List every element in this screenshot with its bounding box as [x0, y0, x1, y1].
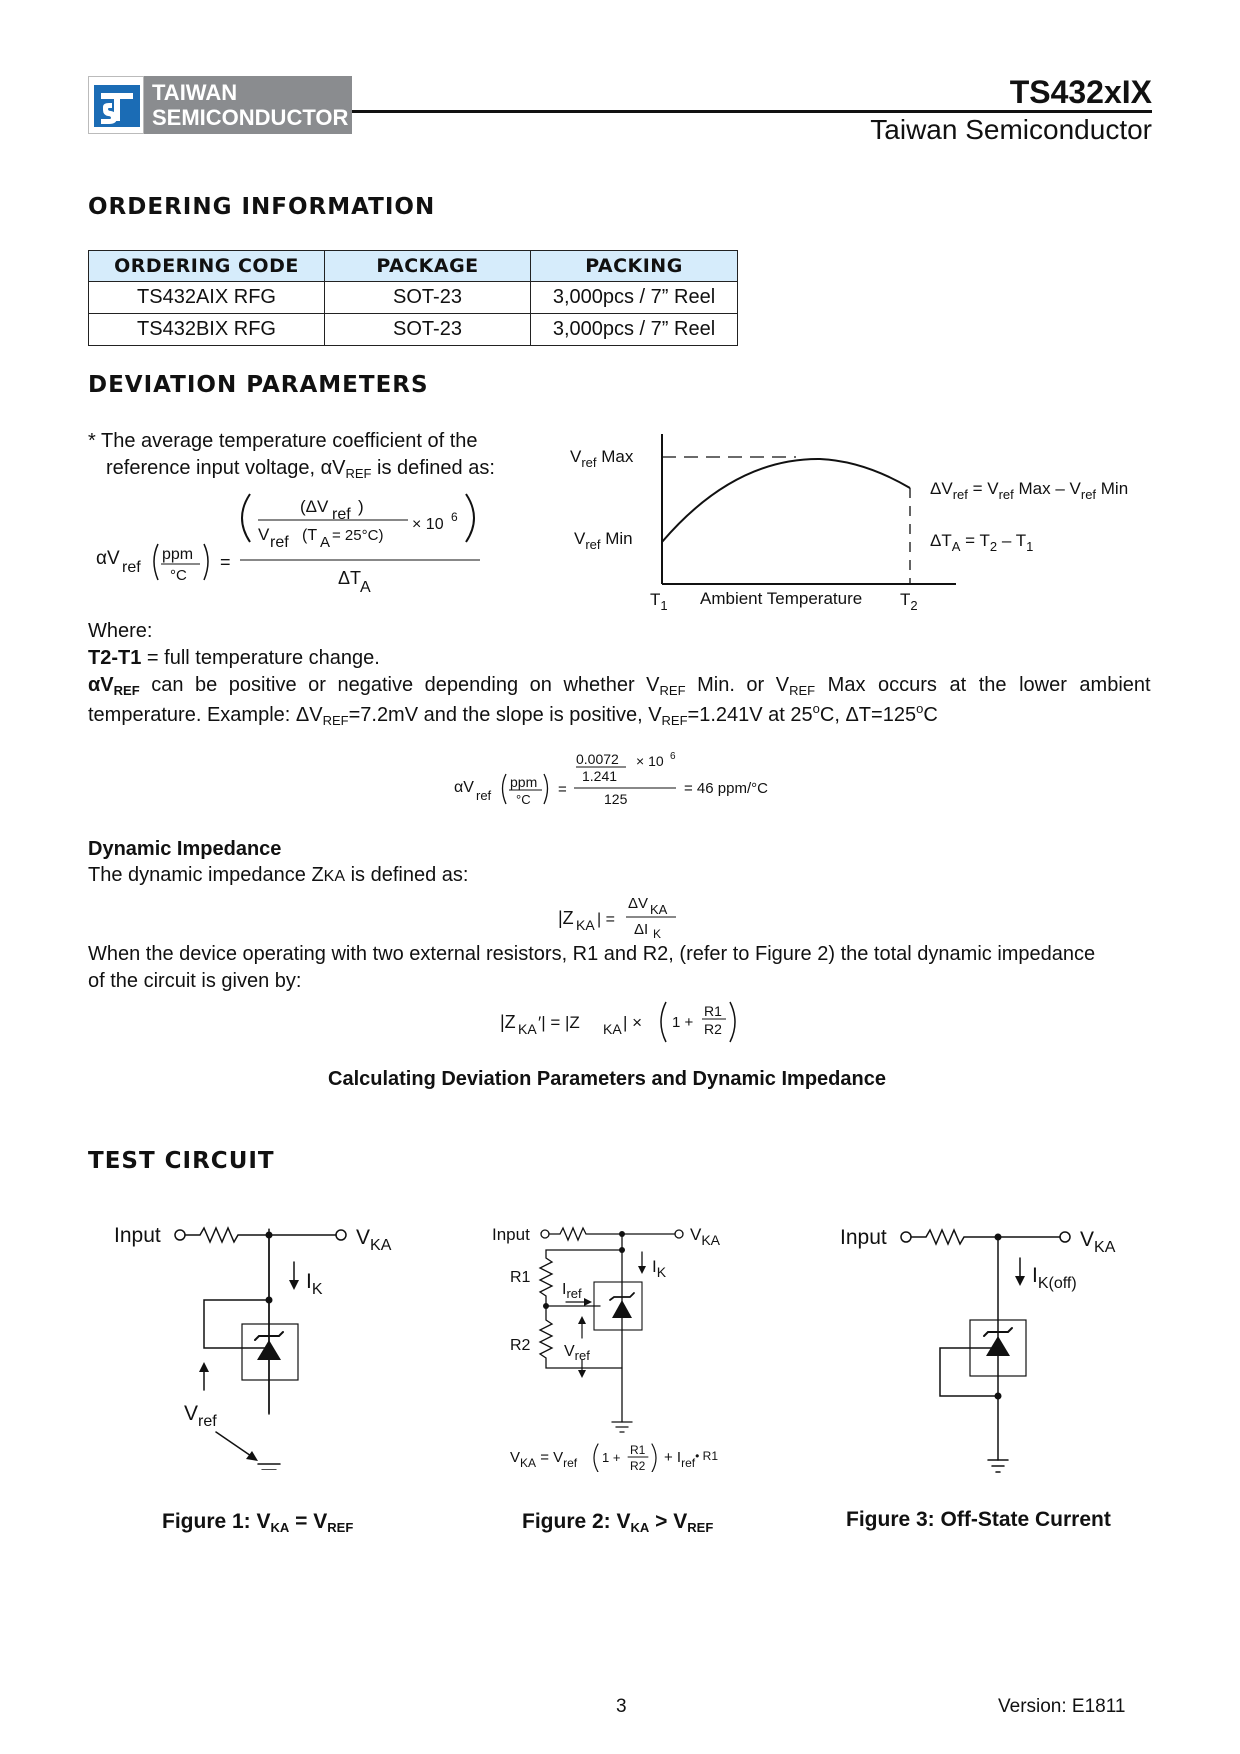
deviation-intro-line2: reference input voltage, $\alpha V_{REF}$ is defined as: — [106, 457, 495, 481]
table-cell: TS432AIX RFG — [89, 282, 325, 314]
table-row — [89, 314, 738, 346]
formula-times: × 10 — [412, 516, 444, 533]
vref-temperature-graph — [564, 428, 1164, 614]
dynamic-impedance-title: Dynamic Impedance — [88, 838, 282, 860]
svg-text:IK: $I_K$ — [306, 1270, 323, 1298]
table-cell: 3,000pcs / 7” Reel — [531, 314, 738, 346]
svg-text:+ Iref• R1: + $I_{ref}^{• R1}$ — [664, 1449, 718, 1470]
svg-text:VKA: $V_{KA}$ — [1080, 1228, 1116, 1256]
svg-text:R2: R2 — [704, 1021, 722, 1037]
ts-logo-icon — [89, 77, 145, 135]
figure-1-caption: Figure 1: $V_{KA} = V_{REF}$ — [162, 1510, 354, 1535]
ordering-table — [88, 250, 738, 346]
svg-text:′| = |Z: ′| = |Z — [538, 1013, 580, 1032]
table-row — [89, 282, 738, 314]
deviation-intro-line1: * The average temperature coefficient of the — [88, 430, 478, 452]
svg-text:Vref: $V_{ref}$ — [564, 1343, 590, 1363]
dynamic-impedance-para-line1: When the device operating with two external resistors, R1 and R2, (refer to Figure 2) the total dynamic impedance — [88, 943, 1096, 965]
formula-equals: = — [220, 552, 231, 572]
page-number: 3 — [616, 1696, 627, 1717]
dynamic-impedance-intro: The dynamic impedance ZKA is defined as: — [88, 864, 469, 886]
svg-text:Input: Input — [840, 1226, 887, 1249]
alpha-example-formula — [448, 748, 788, 810]
figure-3-circuit — [832, 1222, 1142, 1482]
zka-total-formula — [496, 994, 746, 1046]
t2t1-definition: T2-T1 = full temperature change. — [88, 647, 380, 669]
formula-num-top: (ΔV — [300, 497, 329, 516]
svg-text:R1: R1 — [630, 1443, 646, 1457]
example-den1: 1.241 — [582, 768, 618, 784]
alpha-description-line1: $\alpha V_{REF}$ can be positive or negative depending on whether $V_{REF}$ Min. or $V_{REF}$ Max occurs at the lower ambient — [88, 674, 1151, 698]
svg-text:| =: | = — [597, 911, 615, 928]
formula-num-top-sub: ref — [332, 506, 351, 523]
table-cell: TS432BIX RFG — [89, 314, 325, 346]
svg-text:KA: KA — [650, 902, 668, 917]
logo-text-taiwan: TAIWAN — [152, 80, 238, 105]
company-logo-mark — [88, 76, 144, 134]
table-header-packing: PACKING — [531, 251, 738, 282]
svg-text:=: = — [558, 781, 567, 798]
calculation-caption: Calculating Deviation Parameters and Dynamic Impedance — [328, 1068, 886, 1090]
version-label: Version: E1811 — [998, 1696, 1126, 1717]
formula-num-top-close: ) — [358, 497, 364, 516]
svg-text:Vref Max: $V_{ref}$ Max — [570, 447, 634, 470]
table-header-ordering-code: ORDERING CODE — [89, 251, 325, 282]
dynamic-impedance-para-line2: of the circuit is given by: — [88, 970, 302, 992]
svg-text:αV: αV — [454, 779, 474, 796]
svg-text:T2: $T_2$ — [900, 590, 918, 613]
svg-text:KA: KA — [603, 1021, 622, 1037]
formula-ta-rest: = 25°C) — [332, 527, 384, 544]
formula-alpha: αV — [96, 548, 120, 569]
svg-text:VKA = Vref: $V_{KA} = V_{ref}$ — [510, 1449, 578, 1470]
formula-degc: °C — [170, 567, 187, 584]
svg-text:ΔV: ΔV — [628, 895, 649, 912]
svg-text:1 +: 1 + — [602, 1450, 621, 1465]
svg-text:Input: Input — [114, 1224, 161, 1247]
svg-text:× 10: × 10 — [636, 753, 664, 769]
formula-denominator: ΔT — [338, 568, 362, 588]
svg-text:Vref Min: $V_{ref}$ Min — [574, 529, 633, 552]
svg-text:ΔTA = T2 – T1: $\Delta T_A = T_2 - T_1$ — [930, 531, 1034, 554]
svg-text:ppm: ppm — [510, 774, 538, 790]
svg-text:| ×: | × — [623, 1013, 643, 1032]
table-header-package: PACKAGE — [325, 251, 531, 282]
formula-vref: V — [258, 525, 270, 544]
company-name: Taiwan Semiconductor — [870, 114, 1152, 145]
svg-text:|Z: |Z — [500, 1012, 516, 1032]
figure-2-caption: Figure 2: $V_{KA} > V_{REF}$ — [522, 1510, 714, 1535]
alpha-vref-formula — [88, 488, 488, 598]
part-number: TS432xIX — [1009, 74, 1152, 110]
svg-text:R2: R2 — [630, 1459, 646, 1472]
svg-text:R2: R2 — [510, 1337, 531, 1354]
svg-text:VKA: $V_{KA}$ — [690, 1225, 721, 1248]
zka-formula — [554, 888, 694, 940]
alpha-description-line2: temperature. Example: $\Delta V_{REF}=7.2mV$ and the slope is positive, $V_{REF}=1.241V$ at 25$^o$C, $\Delta T=125^oC$ — [88, 701, 938, 728]
svg-text:ref: ref — [476, 788, 492, 803]
svg-text:T1: $T_1$ — [650, 590, 668, 613]
svg-text:ΔVref = Vref Max – Vref Min: $\Delta V_{ref} = V_{ref}$ Max – $V_{ref}$ Min — [930, 479, 1129, 502]
formula-ta-sub: A — [320, 534, 331, 551]
graph-curve — [662, 459, 910, 542]
formula-ppm: ppm — [162, 546, 194, 563]
figure-3-caption: Figure 3: Off-State Current — [846, 1508, 1111, 1531]
ordering-info-title: ORDERING INFORMATION — [88, 194, 436, 220]
svg-text:ΔI: ΔI — [634, 921, 649, 938]
svg-text:R1: R1 — [510, 1269, 531, 1286]
example-numerator: 0.0072 — [576, 751, 619, 767]
table-cell: 3,000pcs / 7” Reel — [531, 282, 738, 314]
figure-1-circuit — [108, 1220, 408, 1470]
svg-text:KA: KA — [576, 917, 595, 933]
svg-text:KA: KA — [518, 1021, 537, 1037]
formula-ta: (T — [302, 527, 318, 544]
deviation-params-title: DEVIATION PARAMETERS — [88, 372, 429, 398]
svg-text:VKA: $V_{KA}$ — [356, 1226, 392, 1254]
svg-text:IK(off): $I_{K(off)}$ — [1032, 1264, 1077, 1292]
svg-text:6: 6 — [670, 751, 676, 762]
figure-2-circuit — [490, 1222, 770, 1472]
svg-text:°C: °C — [516, 792, 531, 807]
formula-exp: 6 — [451, 510, 458, 524]
logo-text-semiconductor: SEMICONDUCTOR — [152, 105, 349, 130]
svg-text:Iref: $I_{ref}$ — [562, 1281, 582, 1301]
table-cell: SOT-23 — [325, 282, 531, 314]
graph-xlabel: Ambient Temperature — [700, 589, 863, 608]
example-result: = 46 ppm/°C — [684, 780, 768, 797]
svg-text:R1: R1 — [704, 1003, 722, 1019]
example-den2: 125 — [604, 791, 628, 807]
test-circuit-title: TEST CIRCUIT — [88, 1148, 275, 1174]
svg-text:Input: Input — [492, 1225, 530, 1244]
formula-vref-sub: ref — [270, 534, 289, 551]
svg-text:|Z: |Z — [558, 908, 574, 928]
formula-alpha-sub: ref — [122, 559, 141, 576]
svg-text:1 +: 1 + — [672, 1014, 694, 1031]
company-logo-text-panel — [144, 76, 352, 134]
table-cell: SOT-23 — [325, 314, 531, 346]
svg-text:K: K — [653, 927, 662, 940]
formula-denominator-sub: A — [360, 579, 371, 596]
table-header-row — [89, 251, 738, 282]
svg-text:IK: $I_K$ — [652, 1257, 667, 1280]
where-label: Where: — [88, 620, 153, 642]
svg-text:Vref: $V_{ref}$ — [184, 1402, 217, 1430]
